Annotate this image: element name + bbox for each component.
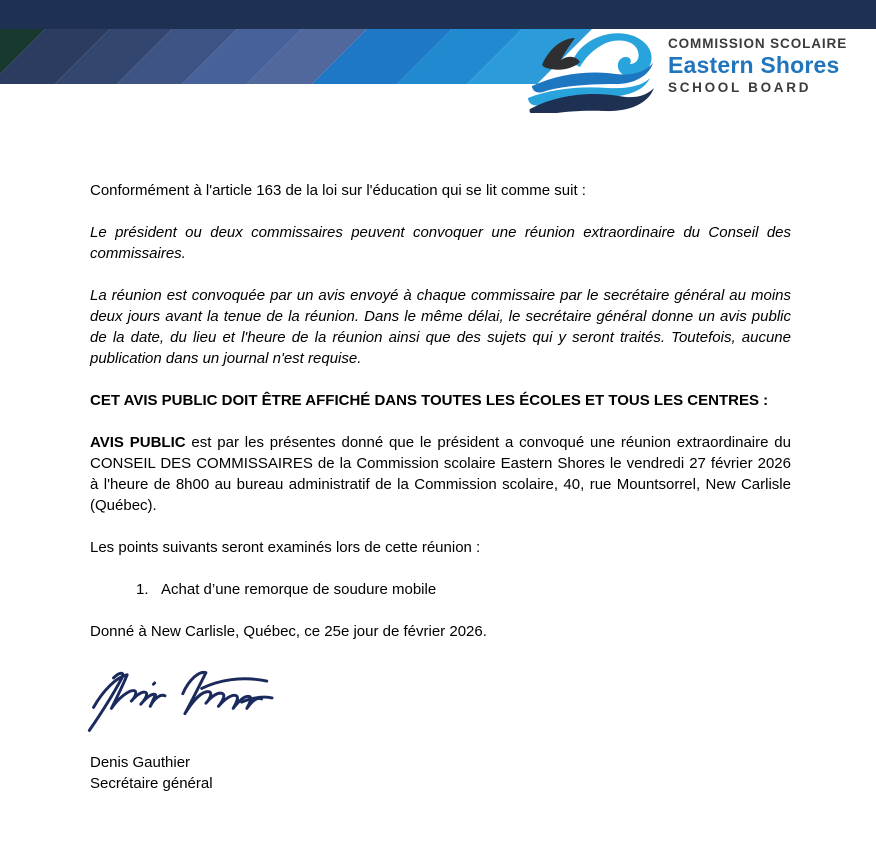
- avis-public-lead: AVIS PUBLIC: [90, 434, 186, 451]
- agenda-intro: Les points suivants seront examinés lors de cette réunion :: [90, 539, 481, 556]
- handwritten-signature: [82, 663, 292, 737]
- header-top-bar: [0, 0, 876, 29]
- law-quote-2: La réunion est convoquée par un avis envoyé à chaque commissaire par le secrétaire général au moins deux jours avant la tenue de la réunion. Dans le même délai, le secrétaire général donne un avis public de la date, du lieu et l'heure de la réunion ainsi que des sujets qui y seront traités. Toutefois, aucune publication dans un journal n'est requise.: [90, 287, 791, 367]
- intro-paragraph: Conformément à l'article 163 de la loi sur l'éducation qui se lit comme suit :: [90, 182, 586, 199]
- signatory-title: Secrétaire général: [90, 775, 213, 792]
- public-notice-paragraph: [90, 432, 791, 516]
- dateline: Donné à New Carlisle, Québec, ce 25e jour de février 2026.: [90, 623, 487, 640]
- school-board-logo-icon: [526, 29, 658, 113]
- avis-public-rest: est par les présentes donné que le président a convoqué une réunion extraordinaire du CONSEIL DES COMMISSAIRES de la Commission scolaire Eastern Shores le vendredi 27 février 2026 à l'heure de 8h00 au bureau administratif de la Commission scolaire, 40, rue Mountsorrel, New Carlisle (Québec).: [90, 434, 791, 514]
- logo-eastern-shores: Eastern Shores: [668, 51, 840, 78]
- logo-school-board: SCHOOL BOARD: [668, 79, 812, 95]
- signatory-name: Denis Gauthier: [90, 754, 191, 771]
- agenda-item-number: 1.: [136, 581, 149, 598]
- logo-commission-scolaire: COMMISSION SCOLAIRE: [668, 36, 848, 51]
- notice-body: [90, 180, 791, 794]
- agenda-item-text: Achat d’une remorque de soudure mobile: [161, 581, 437, 598]
- wave-curl-shape: [572, 33, 652, 77]
- signature-block: [90, 752, 791, 794]
- agenda-item: [136, 579, 791, 600]
- bird-icon: [542, 38, 580, 70]
- law-quote-1: Le président ou deux commissaires peuvent convoquer une réunion extraordinaire du Conseil des commissaires.: [90, 224, 791, 262]
- header-stripes: [0, 29, 592, 84]
- school-board-logo-text: [668, 37, 847, 94]
- posting-instruction-heading: CET AVIS PUBLIC DOIT ÊTRE AFFICHÉ DANS TOUTES LES ÉCOLES ET TOUS LES CENTRES :: [90, 392, 769, 409]
- signature-strokes: [89, 672, 272, 730]
